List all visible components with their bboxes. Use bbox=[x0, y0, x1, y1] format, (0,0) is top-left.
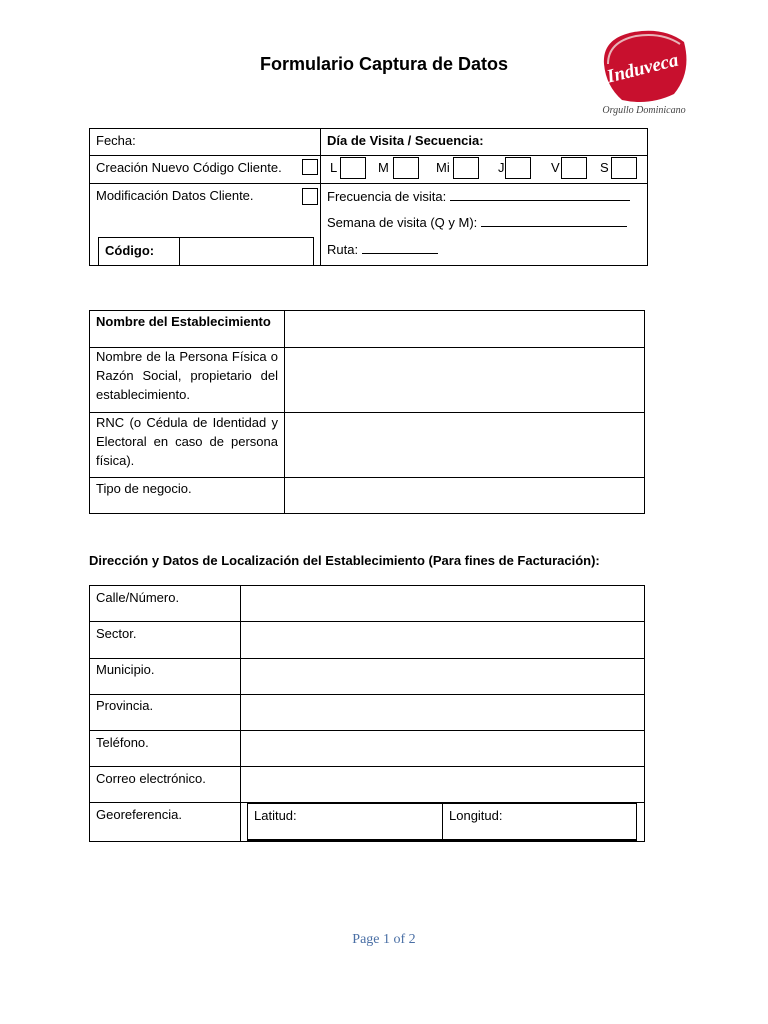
logo-shield-icon bbox=[594, 24, 694, 120]
svg-text:Induveca: Induveca bbox=[604, 49, 681, 88]
semana-field[interactable] bbox=[327, 212, 627, 232]
day-label-j: J bbox=[498, 160, 505, 175]
municipio-label: Municipio. bbox=[96, 662, 155, 677]
induveca-logo bbox=[594, 24, 694, 120]
fecha-label: Fecha: bbox=[96, 133, 136, 148]
page-title: Formulario Captura de Datos bbox=[259, 54, 509, 74]
establishment-name-field[interactable] bbox=[286, 312, 642, 346]
calle-field[interactable] bbox=[242, 587, 642, 620]
day-box-j[interactable] bbox=[505, 157, 531, 179]
ruta-line bbox=[362, 239, 438, 254]
frecuencia-line bbox=[450, 186, 630, 201]
rnc-field[interactable] bbox=[286, 414, 642, 476]
semana-line bbox=[481, 212, 627, 227]
day-box-l[interactable] bbox=[340, 157, 366, 179]
sector-label: Sector. bbox=[96, 626, 137, 641]
correo-field[interactable] bbox=[242, 768, 642, 801]
semana-label: Semana de visita (Q y M): bbox=[327, 215, 478, 230]
address-heading: Dirección y Datos de Localización del Establecimiento (Para fines de Facturación): bbox=[89, 553, 600, 568]
provincia-label: Provincia. bbox=[96, 698, 154, 713]
frecuencia-field[interactable] bbox=[327, 186, 630, 206]
owner-name-label: Nombre de la Persona Física o Razón Social, propietario del establecimiento. bbox=[96, 349, 278, 402]
provincia-field[interactable] bbox=[242, 696, 642, 729]
svg-text:Orgullo Dominicano: Orgullo Dominicano bbox=[602, 105, 686, 116]
creacion-checkbox[interactable] bbox=[302, 159, 318, 175]
rnc-label: RNC (o Cédula de Identidad y Electoral en caso de persona física). bbox=[96, 415, 278, 468]
codigo-label: Código: bbox=[105, 243, 155, 258]
georeferencia-label: Georeferencia. bbox=[96, 807, 182, 822]
day-label-mi: Mi bbox=[436, 160, 450, 175]
page-number: Page 1 of 2 bbox=[352, 932, 416, 947]
codigo-field[interactable] bbox=[181, 239, 312, 264]
latitud-field[interactable] bbox=[254, 806, 297, 825]
business-type-field[interactable] bbox=[286, 479, 642, 512]
day-box-s[interactable] bbox=[611, 157, 637, 179]
establishment-name-label: Nombre del Establecimiento bbox=[96, 314, 271, 329]
correo-label: Correo electrónico. bbox=[96, 771, 206, 786]
longitud-field[interactable] bbox=[449, 806, 503, 825]
ruta-field[interactable] bbox=[327, 239, 438, 259]
modificacion-checkbox[interactable] bbox=[302, 188, 318, 205]
business-type-label: Tipo de negocio. bbox=[96, 481, 192, 496]
longitud-label: Longitud: bbox=[449, 808, 503, 823]
owner-name-field[interactable] bbox=[286, 349, 642, 411]
frecuencia-label: Frecuencia de visita: bbox=[327, 189, 447, 204]
day-label-v: V bbox=[551, 160, 560, 175]
latitud-label: Latitud: bbox=[254, 808, 297, 823]
day-box-mi[interactable] bbox=[453, 157, 479, 179]
modificacion-label: Modificación Datos Cliente. bbox=[96, 188, 254, 203]
sector-field[interactable] bbox=[242, 623, 642, 657]
creacion-label: Creación Nuevo Código Cliente. bbox=[96, 160, 282, 175]
day-box-m[interactable] bbox=[393, 157, 419, 179]
day-label-m: M bbox=[378, 160, 389, 175]
day-label-s: S bbox=[600, 160, 609, 175]
municipio-field[interactable] bbox=[242, 660, 642, 693]
day-label-l: L bbox=[330, 160, 338, 175]
day-box-v[interactable] bbox=[561, 157, 587, 179]
calle-label: Calle/Número. bbox=[96, 590, 180, 605]
ruta-label: Ruta: bbox=[327, 242, 359, 257]
telefono-label: Teléfono. bbox=[96, 735, 149, 750]
telefono-field[interactable] bbox=[242, 732, 642, 765]
dia-visita-label: Día de Visita / Secuencia: bbox=[327, 133, 484, 148]
